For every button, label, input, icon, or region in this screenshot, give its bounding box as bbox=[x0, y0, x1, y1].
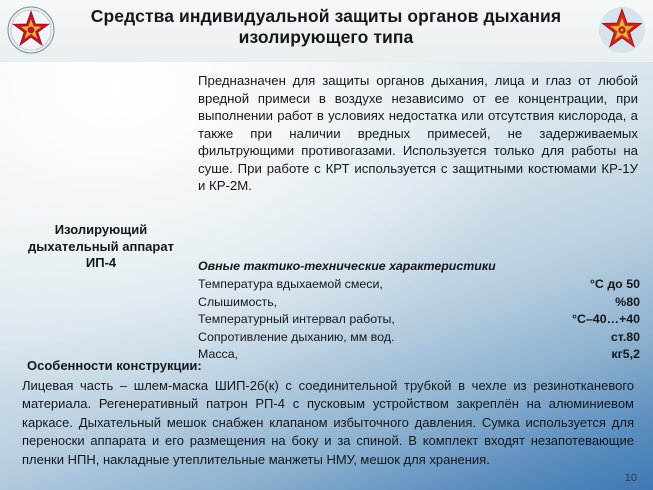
specs-block bbox=[198, 259, 640, 364]
features-text: Лицевая часть – шлем-маска ШИП-2б(к) с соединительной трубкой в чехле из резинотканевого материала. Регенеративный патрон РП-4 с пусковым устройством закреплён на алюминиевом каркасе. Дыхательный мешок снабжен клапаном избыточного давления. Сумка используется для переноски аппарата и его размещения на боку и за спиной. В комплект входят незапотевающие пленки НПН, накладные утеплительные манжеты НМУ, мешок для хранения. bbox=[22, 378, 634, 467]
spec-row bbox=[198, 346, 640, 364]
spec-number: 5,2 bbox=[622, 347, 640, 362]
spec-row bbox=[198, 276, 640, 294]
page-number: 10 bbox=[624, 472, 637, 484]
purpose-paragraph: Предназначен для защиты органов дыхания, лица и глаз от любой вредной примеси в воздухе независимо от ее концентрации, при выполнении работ в условиях недостатка или отсутствия кислорода, а также при наличии вредных примесей, не задерживаемых фильтрующими противогазами. Используется только для работы на суше. При работе с КРТ используется с защитными костюмами КР-1У и КР-2М. bbox=[198, 73, 638, 194]
spec-value bbox=[601, 346, 640, 364]
page-title: Средства индивидуальной защиты органов дыхания изолирующего типа bbox=[90, 6, 562, 47]
spec-value bbox=[562, 311, 640, 329]
spec-label: Сопротивление дыханию, мм вод. bbox=[198, 329, 395, 344]
spec-row bbox=[198, 311, 640, 329]
spec-unit: ст. bbox=[610, 329, 627, 344]
spec-number: 50 bbox=[626, 277, 640, 291]
device-name-caption: Изолирующий дыхательный аппарат ИП-4 bbox=[28, 222, 174, 271]
spec-value bbox=[580, 276, 640, 294]
specs-title: Овные тактико-технические характеристики bbox=[198, 259, 496, 273]
military-star-emblem-right bbox=[597, 5, 647, 55]
features-title: Особенности конструкции: bbox=[27, 358, 202, 373]
spec-unit: % bbox=[615, 294, 627, 309]
spec-unit: °С до bbox=[589, 277, 623, 291]
spec-unit: °С bbox=[572, 312, 586, 327]
spec-label: Температурный интервал работы, bbox=[198, 312, 395, 327]
spec-number: 80 bbox=[626, 294, 640, 309]
spec-row bbox=[198, 329, 640, 347]
military-star-emblem-left bbox=[6, 5, 56, 55]
spec-label: Слышимость, bbox=[198, 294, 278, 309]
spec-label: Масса, bbox=[198, 347, 239, 362]
spec-number: 80 bbox=[626, 329, 640, 344]
spec-number: –40…+40 bbox=[585, 312, 640, 327]
spec-unit: кг bbox=[611, 347, 623, 362]
spec-value bbox=[601, 329, 640, 347]
spec-row bbox=[198, 294, 640, 312]
spec-label: Температура вдыхаемой смеси, bbox=[198, 277, 383, 291]
spec-value bbox=[605, 294, 640, 312]
